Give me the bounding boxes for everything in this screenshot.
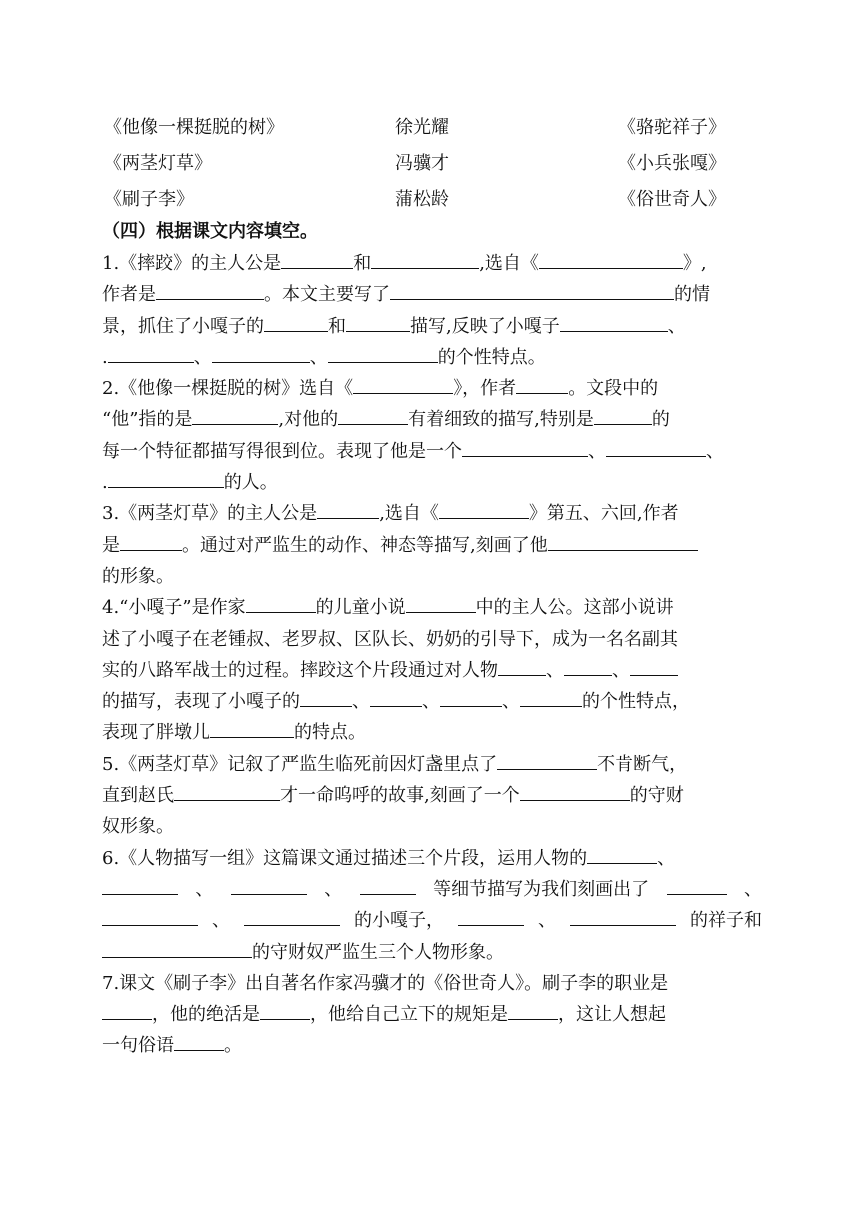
- answer-blank[interactable]: [630, 655, 678, 676]
- answer-blank[interactable]: [264, 311, 328, 332]
- q7-text: 一句俗语: [102, 1035, 174, 1057]
- q1-text: 的个性特点。: [437, 346, 546, 368]
- source-book: 《骆驼祥子》: [618, 117, 726, 138]
- answer-blank[interactable]: [390, 279, 674, 300]
- q4-line-1: [102, 592, 762, 623]
- q6-text: 、: [324, 878, 343, 900]
- q1-text: 》,: [682, 253, 707, 274]
- answer-blank[interactable]: [539, 248, 683, 269]
- answer-blank[interactable]: [458, 905, 524, 926]
- matching-row: [0, 185, 860, 219]
- answer-blank[interactable]: [210, 717, 294, 738]
- q4-text: 、: [546, 659, 564, 681]
- q4-text: 、: [502, 691, 520, 713]
- q6-text: 、: [657, 847, 676, 869]
- answer-blank[interactable]: [120, 530, 182, 551]
- answer-blank[interactable]: [520, 686, 582, 707]
- answer-blank[interactable]: [497, 749, 597, 770]
- answer-blank[interactable]: [260, 999, 310, 1020]
- answer-blank[interactable]: [328, 342, 438, 363]
- q2-text: 的人。: [223, 472, 278, 494]
- q7-line-3: [102, 1030, 762, 1061]
- answer-blank[interactable]: [516, 373, 568, 394]
- answer-blank[interactable]: [498, 655, 546, 676]
- answer-blank[interactable]: [346, 311, 410, 332]
- answer-blank[interactable]: [102, 874, 178, 895]
- q1-text: 景，抓住了小嘎子的: [102, 315, 264, 337]
- answer-blank[interactable]: [371, 248, 479, 269]
- answer-blank[interactable]: [440, 686, 502, 707]
- q1-text: ,选自《: [479, 253, 539, 274]
- q5-text: 不肯断气，: [597, 753, 688, 775]
- fill-in-questions: [102, 248, 762, 1062]
- q1-line-3: [102, 311, 762, 342]
- q2-line-4: [102, 467, 762, 498]
- matching-row: [0, 113, 860, 147]
- answer-blank[interactable]: [439, 498, 529, 519]
- q4-text: 、: [612, 659, 630, 681]
- q4-text: 、: [422, 691, 440, 713]
- q5-text: 奴形象。: [102, 816, 174, 838]
- q7-line-1: [102, 968, 762, 999]
- q7-text: 7.课文《刷子李》出自著名作家冯骥才的《俗世奇人》。刷子李的职业是: [102, 972, 669, 994]
- q5-line-3: [102, 811, 762, 842]
- q1-text: 1.《摔跤》的主人公是: [102, 253, 282, 274]
- q3-text: 》第五、六回,作者: [528, 503, 679, 525]
- q1-text: 和: [328, 315, 346, 337]
- q4-text: 表现了胖墩儿: [102, 722, 210, 744]
- q4-text: 中的主人公。这部小说讲: [475, 597, 674, 619]
- answer-blank[interactable]: [406, 592, 476, 613]
- q1-text: 和: [353, 253, 372, 274]
- q1-text: 描写,反映了小嘎子: [410, 315, 560, 337]
- q6-text: 的小嘎子，: [354, 910, 444, 932]
- q3-text: 3.《两茎灯草》的主人公是: [102, 503, 318, 525]
- q6-text: 、: [538, 910, 556, 932]
- q1-text: 的情: [674, 284, 710, 306]
- answer-blank[interactable]: [564, 655, 612, 676]
- q6-text: 的祥子和: [690, 910, 762, 932]
- q1-line-1: [102, 248, 762, 279]
- q2-text: 、: [588, 440, 606, 462]
- answer-blank[interactable]: [246, 592, 316, 613]
- q2-line-1: [102, 373, 762, 404]
- q6-text: 6.《人物描写一组》这篇课文通过描述三个片段，运用人物的: [102, 847, 588, 869]
- q1-text: 、: [193, 346, 212, 368]
- answer-blank[interactable]: [108, 342, 194, 363]
- q6-text: 、: [212, 910, 230, 932]
- q4-text: 的特点。: [294, 722, 366, 744]
- answer-blank[interactable]: [102, 937, 252, 958]
- q2-text: 2.《他像一棵挺脱的树》选自《: [102, 378, 354, 400]
- q4-text: 、: [352, 691, 370, 713]
- q4-text: 的个性特点，: [582, 691, 690, 713]
- q1-text: 。本文主要写了: [264, 284, 390, 306]
- q5-text: 才一命呜呼的故事,刻画了一个: [280, 785, 520, 807]
- answer-blank[interactable]: [360, 874, 416, 895]
- q3-text: 的形象。: [102, 565, 174, 587]
- work-title: 《刷子李》: [104, 189, 194, 210]
- q5-text: 直到赵氏: [102, 785, 174, 807]
- q3-line-3: [102, 561, 762, 592]
- q2-text: 每一个特征都描写得很到位。表现了他是一个: [102, 440, 462, 462]
- answer-blank[interactable]: [338, 404, 408, 425]
- author-name: 蒲松龄: [395, 189, 449, 210]
- q2-text: 。文段中的: [568, 378, 659, 400]
- q2-text: 、: [706, 440, 724, 462]
- q5-line-1: [102, 749, 762, 780]
- q3-text: 。通过对严监生的动作、神态等描写,刻画了他: [182, 534, 548, 556]
- q3-text: 是: [102, 534, 120, 556]
- q7-text: ，他的绝活是: [152, 1004, 260, 1026]
- q2-text: ,对他的: [278, 409, 339, 431]
- answer-blank[interactable]: [570, 905, 676, 926]
- q5-line-2: [102, 780, 762, 811]
- q5-text: 的守财: [629, 785, 684, 807]
- q7-line-2: [102, 999, 762, 1030]
- work-title: 《他像一棵挺脱的树》: [104, 117, 284, 138]
- answer-blank[interactable]: [520, 780, 630, 801]
- q2-text: 的: [651, 409, 670, 431]
- answer-blank[interactable]: [300, 686, 352, 707]
- q4-line-3: [102, 655, 762, 686]
- q1-text: 、: [667, 315, 686, 337]
- section-heading: （四）根据课文内容填空。: [102, 221, 318, 242]
- answer-blank[interactable]: [231, 874, 307, 895]
- answer-blank[interactable]: [317, 498, 379, 519]
- q7-text: 。: [224, 1035, 242, 1057]
- q6-line-2: [102, 874, 762, 905]
- q3-line-2: [102, 530, 762, 561]
- answer-blank[interactable]: [508, 999, 558, 1020]
- q6-line-3: [102, 905, 762, 936]
- matching-row: [0, 149, 860, 183]
- answer-blank[interactable]: [102, 905, 198, 926]
- q2-text: .: [102, 472, 108, 494]
- answer-blank[interactable]: [212, 342, 310, 363]
- answer-blank[interactable]: [156, 279, 264, 300]
- answer-blank[interactable]: [594, 404, 652, 425]
- answer-blank[interactable]: [560, 311, 668, 332]
- q6-text: 、: [743, 878, 762, 900]
- source-book: 《小兵张嘎》: [618, 153, 726, 174]
- source-book: 《俗世奇人》: [618, 189, 726, 210]
- answer-blank[interactable]: [108, 467, 224, 488]
- q3-text: ,选自《: [379, 503, 439, 525]
- answer-blank[interactable]: [174, 1030, 224, 1051]
- q6-text: 的守财奴严监生三个人物形象。: [252, 941, 504, 963]
- q6-line-1: [102, 843, 762, 874]
- answer-blank[interactable]: [281, 248, 353, 269]
- q2-text: 》，作者: [453, 378, 517, 400]
- q4-text: 的儿童小说: [315, 597, 406, 619]
- q6-text: 等细节描写为我们刻画出了: [433, 878, 650, 900]
- q1-line-4: [102, 342, 762, 373]
- q1-text: 作者是: [102, 284, 156, 306]
- q7-text: ，这让人想起: [558, 1004, 666, 1026]
- answer-blank[interactable]: [353, 373, 453, 394]
- answer-blank[interactable]: [606, 436, 706, 457]
- q4-text: 4.“小嘎子”是作家: [102, 597, 246, 619]
- answer-blank[interactable]: [102, 999, 152, 1020]
- q5-text: 5.《两茎灯草》记叙了严监生临死前因灯盏里点了: [102, 753, 498, 775]
- q6-text: 、: [195, 878, 214, 900]
- q2-line-2: [102, 404, 762, 435]
- q4-line-4: [102, 686, 762, 717]
- q7-text: ，他给自己立下的规矩是: [310, 1004, 508, 1026]
- q4-text: 述了小嘎子在老锺叔、老罗叔、区队长、奶奶的引导下，成为一名名副其: [102, 628, 678, 650]
- answer-blank[interactable]: [244, 905, 340, 926]
- answer-blank[interactable]: [174, 780, 280, 801]
- answer-blank[interactable]: [548, 530, 698, 551]
- q2-line-3: [102, 436, 762, 467]
- q1-text: 、: [309, 346, 328, 368]
- answer-blank[interactable]: [462, 436, 588, 457]
- q2-text: 有着细致的描写,特别是: [408, 409, 594, 431]
- answer-blank[interactable]: [370, 686, 422, 707]
- q4-line-2: [102, 624, 762, 655]
- q4-text: 的描写，表现了小嘎子的: [102, 691, 300, 713]
- q2-text: “他”指的是: [102, 409, 193, 431]
- author-name: 徐光耀: [395, 117, 449, 138]
- answer-blank[interactable]: [192, 404, 278, 425]
- answer-blank[interactable]: [667, 874, 727, 895]
- author-name: 冯骥才: [395, 153, 449, 174]
- answer-blank[interactable]: [587, 843, 657, 864]
- q4-line-5: [102, 717, 762, 748]
- work-title: 《两茎灯草》: [104, 153, 212, 174]
- q1-line-2: [102, 279, 762, 310]
- q1-text: .: [102, 346, 108, 368]
- q3-line-1: [102, 498, 762, 529]
- q6-line-4: [102, 937, 762, 968]
- q4-text: 实的八路军战士的过程。摔跤这个片段通过对人物: [102, 659, 498, 681]
